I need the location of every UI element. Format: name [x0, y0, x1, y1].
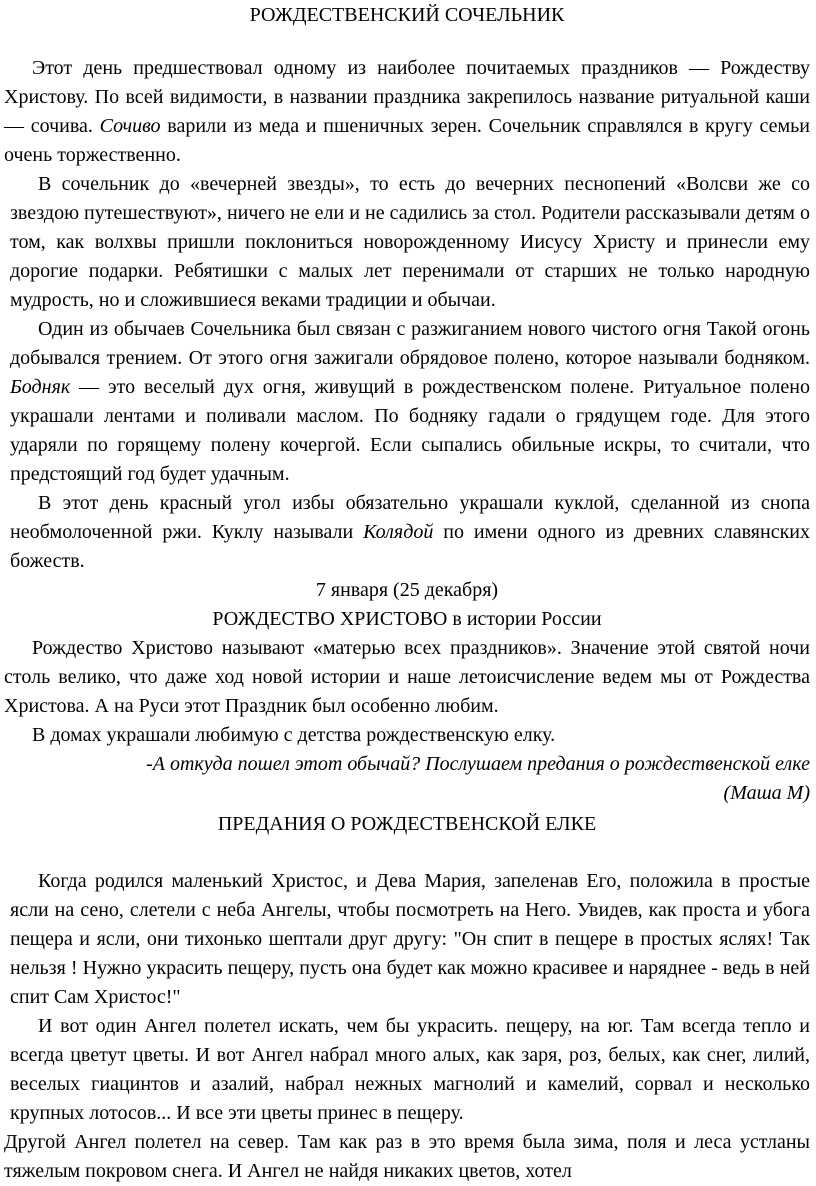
spacer — [4, 839, 810, 867]
paragraph-text: варили из меда и пшеничных зерен. Сочельник справлялся в кругу семьи очень торжественно. — [4, 115, 810, 166]
section-subtitle — [4, 605, 810, 634]
paragraph-text: Этот день предшествовал одному из наиболее почитаемых праздников — Рождеству Христову. По всей видимости, в названии праздника закрепилось название ритуальной каши — сочива. — [4, 57, 810, 137]
date-line: 7 января (25 декабря) — [315, 579, 499, 601]
section-heading: ПРЕДАНИЯ О РОЖДЕСТВЕНСКОЙ ЕЛКЕ — [217, 813, 597, 835]
emphasis-bodnyak: Бодняк — [10, 376, 71, 398]
paragraph-kolyada — [4, 489, 810, 576]
emphasis-kolyada: Колядой — [363, 521, 434, 543]
paragraph-legend-angels: Когда родился маленький Христос, и Дева Мария, запеленав Его, положила в простые ясли на сено, слетели с неба Ангелы, чтобы посмотреть на Него. Увидев, как проста и убога пещера и ясли, они тихонько шептали друг другу: "Он спит в пещере в простых яслях! Так нельзя ! Нужно украсить пещеру, пусть она будет как можно красивее и наряднее - ведь в ней спит Сам Христос!" — [10, 870, 810, 1008]
subtitle-rest: в истории России — [447, 608, 602, 630]
paragraph-legend-south: И вот один Ангел полетел искать, чем бы украсить. пещеру, на юг. Там всегда тепло и всегда цветут цветы. И вот Ангел набрал много алых, как заря, роз, белых, как снег, лилий, веселых гиацинтов и азалий, набрал нежных магнолий и камелий, сорвал и несколько крупных лотосов... И все эти цветы принес в пещеру. — [10, 1015, 810, 1124]
paragraph-christmas: Рождество Христово называют «матерью всех праздников». Значение этой святой ночи столь велико, что даже ход новой истории и наше летоисчисление ведем мы от Рождества Христова. А на Руси этот Праздник был особенно любим. — [4, 637, 810, 717]
paragraph-tree: В домах украшали любимую с детства рождественскую елку. — [32, 724, 556, 746]
paragraph-text: В этот день красный угол избы обязательно украшали куклой, сделанной из снопа необмолоченной ржи. Куклу называли — [10, 492, 810, 543]
paragraph-sochivo — [4, 54, 810, 170]
paragraph-text: по имени одного из древних славянских божеств. — [10, 521, 810, 572]
document-page — [0, 1, 816, 1182]
paragraph-text: — это веселый дух огня, живущий в рождественском полене. Ритуальное полено украшали лентами и поливали маслом. По бодняку гадали о грядущем годе. Для этого ударяли по горящему полену кочергой. Если сыпались обильные искры, то считали, что предстоящий год будет удачным. — [10, 376, 810, 485]
emphasis-sochivo: Сочиво — [99, 115, 161, 137]
subtitle-caps: РОЖДЕСТВО ХРИСТОВО — [212, 608, 448, 630]
quote-author: (Маша М) — [723, 782, 810, 804]
document-title: РОЖДЕСТВЕНСКИЙ СОЧЕЛЬНИК — [249, 4, 565, 26]
paragraph-fire — [4, 315, 810, 489]
quote-line: -А откуда пошел этот обычай? Послушаем предания о рождественской елке — [146, 753, 810, 775]
spacer — [4, 30, 810, 54]
paragraph-legend-north: Другой Ангел полетел на север. Там как раз в это время была зима, поля и леса устланы тяжелым покровом снега. И Ангел не найдя никаких цветов, хотел — [4, 1131, 810, 1182]
paragraph-evening-star: В сочельник до «вечерней звезды», то есть до вечерних песнопений «Волсви же со звездою путешествуют», ничего не ели и не садились за стол. Родители рассказывали детям о том, как волхвы пришли поклониться новорожденному Иисусу Христу и принесли ему дорогие подарки. Ребятишки с малых лет перенимали от старших не только народную мудрость, но и сложившиеся веками традиции и обычаи. — [10, 173, 810, 311]
paragraph-text: Один из обычаев Сочельника был связан с разжиганием нового чистого огня Такой огонь добывался трением. От этого огня зажигали обрядовое полено, которое называли бодняком. — [10, 318, 810, 369]
